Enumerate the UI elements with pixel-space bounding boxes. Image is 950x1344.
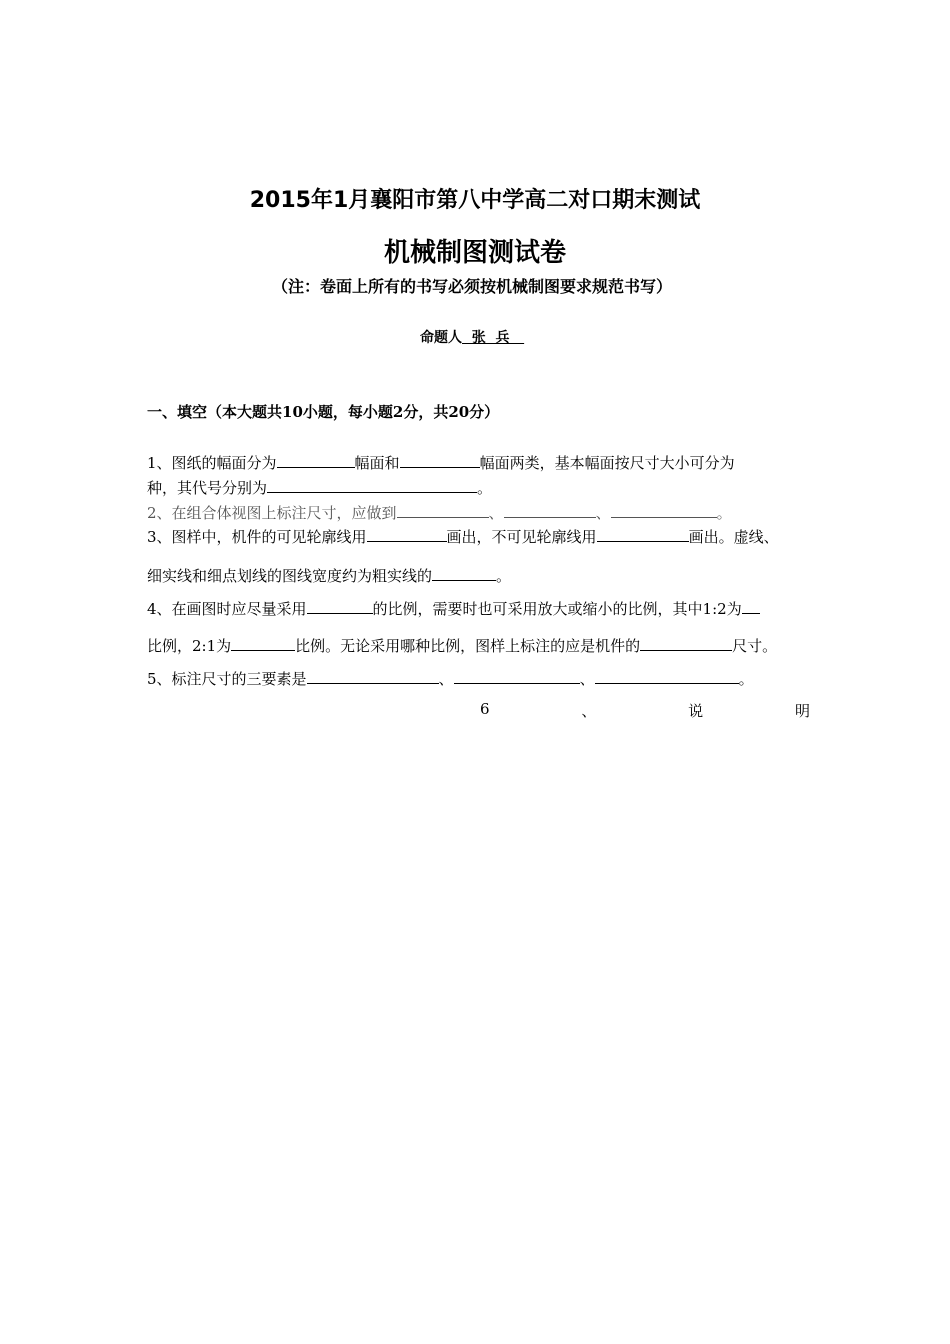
question-text: 的比例，需要时也可采用放大或缩小的比例，其中1:2为 (372, 600, 742, 618)
question-text: 4、在画图时应尽量采用 (147, 600, 307, 618)
question-5 (147, 668, 754, 689)
question-2 (147, 502, 732, 523)
writing-note: （注：卷面上所有的书写必须按机械制图要求规范书写） (272, 277, 673, 296)
question-text: 、 (581, 702, 597, 720)
question-text: 明 (794, 702, 810, 720)
question-3-line-2 (147, 565, 511, 586)
question-text: 6 (480, 700, 490, 718)
question-text: 细实线和细点划线的图线宽度约为粗实线的 (147, 567, 433, 585)
answer-blank[interactable] (231, 635, 295, 651)
answer-blank[interactable] (504, 502, 596, 518)
question-text: 比例，2:1为 (147, 637, 232, 655)
question-text: 3、图样中，机件的可见轮廓线用 (147, 528, 367, 546)
question-text: 。 (716, 504, 732, 522)
question-4-line-2 (147, 635, 777, 656)
answer-blank[interactable] (742, 598, 760, 614)
question-text: 画出，不可见轮廓线用 (446, 528, 597, 546)
answer-blank[interactable] (611, 502, 717, 518)
question-6-fragment (480, 700, 810, 721)
question-text: 、 (438, 670, 454, 688)
question-text: 种，其代号分别为 (147, 479, 268, 497)
answer-blank[interactable] (432, 565, 496, 581)
question-text: 2、在组合体视图上标注尺寸，应做到 (147, 504, 397, 522)
question-text: 说 (688, 702, 704, 720)
answer-blank[interactable] (640, 635, 732, 651)
question-text: 。 (738, 670, 754, 688)
answer-blank[interactable] (397, 502, 489, 518)
answer-blank[interactable] (400, 452, 480, 468)
question-1-line-1 (147, 452, 735, 473)
answer-blank[interactable] (277, 452, 355, 468)
answer-blank[interactable] (597, 526, 689, 542)
question-text: 、 (595, 504, 611, 522)
question-text: 、 (579, 670, 595, 688)
exam-title: 2015年1月襄阳市第八中学高二对口期末测试 (249, 188, 701, 213)
section-heading: 一、填空（本大题共10小题，每小题2分，共20分） (147, 403, 500, 421)
answer-blank[interactable] (307, 668, 439, 684)
question-1-line-2 (147, 477, 492, 498)
exam-subtitle: 机械制图测试卷 (383, 238, 566, 268)
question-text: 比例。无论采用哪种比例，图样上标注的应是机件的 (295, 637, 641, 655)
answer-blank[interactable] (454, 668, 580, 684)
answer-blank[interactable] (307, 598, 373, 614)
question-text: 画出。虚线、 (688, 528, 779, 546)
author-name: 张 兵 (462, 330, 525, 346)
author-line (420, 327, 524, 347)
question-text: 1、图纸的幅面分为 (147, 454, 277, 472)
answer-blank[interactable] (267, 477, 477, 493)
question-3-line-1 (147, 526, 779, 547)
question-text: 。 (496, 567, 512, 585)
question-4-line-1 (147, 598, 760, 619)
question-text: 尺寸。 (732, 637, 778, 655)
answer-blank[interactable] (367, 526, 447, 542)
question-text: 。 (477, 479, 493, 497)
question-text: 幅面两类，基本幅面按尺寸大小可分为 (479, 454, 735, 472)
author-label: 命题人 (420, 330, 462, 346)
question-text: 幅面和 (354, 454, 400, 472)
question-text: 、 (488, 504, 504, 522)
answer-blank[interactable] (595, 668, 739, 684)
question-text: 5、标注尺寸的三要素是 (147, 670, 307, 688)
